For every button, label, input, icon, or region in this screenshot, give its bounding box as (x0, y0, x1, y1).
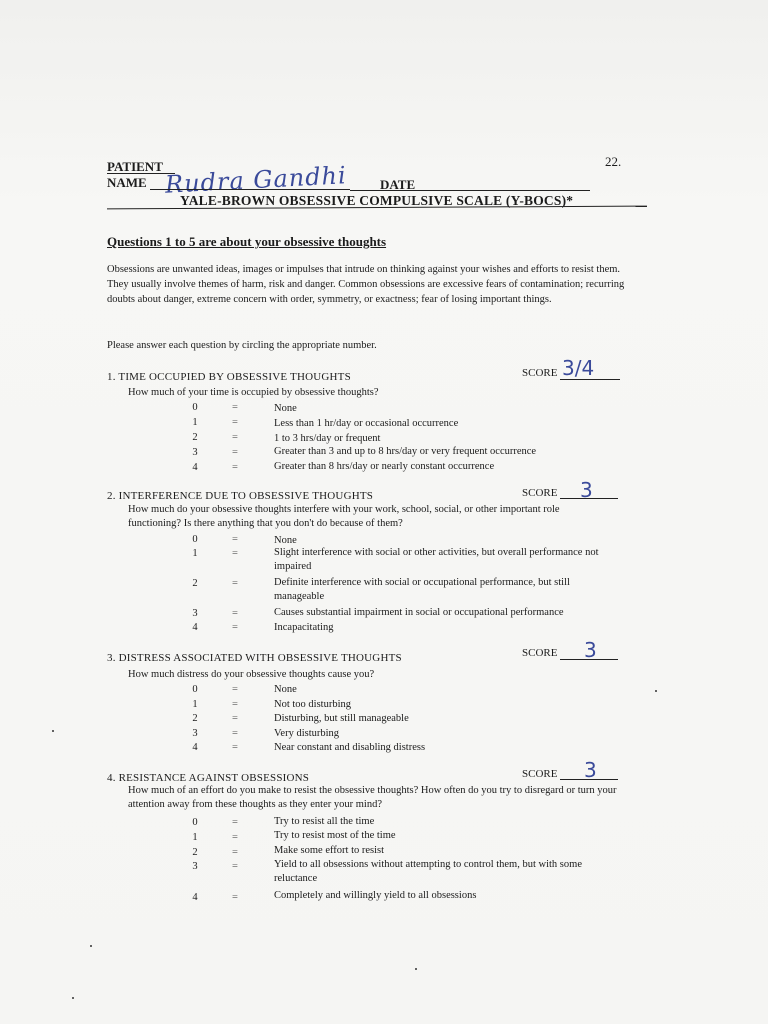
patient-name-handwritten: Rudra Gandhi (164, 161, 348, 199)
option-number[interactable]: 1 (192, 832, 198, 843)
option-equals: = (232, 742, 238, 753)
option-equals: = (232, 462, 238, 473)
option-number[interactable]: 3 (192, 447, 198, 458)
page-number: 22. (605, 154, 622, 169)
option-number[interactable]: 0 (192, 684, 198, 695)
option-text: Try to resist most of the time (274, 830, 396, 841)
option-text: Completely and willingly yield to all obsessions (274, 890, 477, 901)
option-equals: = (232, 402, 238, 413)
option-number[interactable]: 2 (192, 713, 198, 724)
option-equals: = (232, 417, 238, 428)
option-equals: = (232, 817, 238, 828)
option-equals: = (232, 832, 238, 843)
option-equals: = (232, 847, 238, 858)
score-label: SCORE (522, 367, 558, 379)
score-line (560, 379, 620, 380)
patient-label: PATIENT (107, 159, 163, 174)
option-number[interactable]: 2 (192, 847, 198, 858)
option-text: None (274, 403, 297, 414)
option-text: 1 to 3 hrs/day or frequent (274, 433, 381, 444)
option-number[interactable]: 0 (192, 817, 198, 828)
option-equals: = (232, 892, 238, 903)
option-number[interactable]: 4 (192, 462, 198, 473)
scan-speck (655, 690, 657, 692)
option-text: Yield to all obsessions without attempting to control them, but with some reluctance (274, 859, 582, 884)
name-label: NAME (107, 175, 147, 190)
instructions: Please answer each question by circling the appropriate number. (107, 340, 377, 351)
option-equals: = (232, 861, 238, 872)
question-title: 2. INTERFERENCE DUE TO OBSESSIVE THOUGHTS (107, 490, 374, 502)
option-text: None (274, 684, 297, 695)
date-label: DATE (380, 177, 416, 192)
option-number[interactable]: 2 (192, 432, 198, 443)
option-number[interactable]: 0 (192, 534, 198, 545)
option-text: Greater than 8 hrs/day or nearly constant occurrence (274, 461, 495, 472)
score-label: SCORE (522, 647, 558, 659)
date-line (350, 190, 590, 191)
score-label: SCORE (522, 487, 558, 499)
question-prompt: How much of an effort do you make to resist the obsessive thoughts? How often do you try to disregard or turn your attention away from these thoughts as they enter your mind? (128, 785, 617, 810)
score-value: 3 (580, 478, 593, 502)
scan-speck (72, 997, 74, 999)
section-heading: Questions 1 to 5 are about your obsessive thoughts (107, 234, 387, 249)
score-value: 3 (584, 758, 597, 782)
score-value: 3/4 (562, 356, 595, 380)
option-text: Near constant and disabling distress (274, 742, 426, 753)
option-equals: = (232, 728, 238, 739)
score-line (560, 779, 618, 780)
option-number[interactable]: 1 (192, 417, 198, 428)
scan-speck (90, 945, 92, 947)
option-number[interactable]: 3 (192, 608, 198, 619)
option-text: Slight interference with social or other activities, but overall performance not impaired (274, 547, 599, 572)
option-equals: = (232, 684, 238, 695)
option-text: Incapacitating (274, 622, 334, 633)
option-number[interactable]: 3 (192, 728, 198, 739)
option-equals: = (232, 699, 238, 710)
option-equals: = (232, 578, 238, 589)
option-number[interactable]: 1 (192, 548, 198, 559)
option-number[interactable]: 1 (192, 699, 198, 710)
score-line (560, 659, 618, 660)
option-text: Definite interference with social or occupational performance, but still manageable (274, 577, 570, 602)
option-number[interactable]: 4 (192, 892, 198, 903)
option-equals: = (232, 534, 238, 545)
option-text: Greater than 3 and up to 8 hrs/day or very frequent occurrence (274, 446, 537, 457)
question-title: 1. TIME OCCUPIED BY OBSESSIVE THOUGHTS (107, 371, 351, 383)
question-title: 3. DISTRESS ASSOCIATED WITH OBSESSIVE THOUGHTS (107, 652, 402, 664)
score-label: SCORE (522, 768, 558, 780)
option-equals: = (232, 447, 238, 458)
option-equals: = (232, 608, 238, 619)
option-number[interactable]: 0 (192, 402, 198, 413)
form-title: YALE-BROWN OBSESSIVE COMPULSIVE SCALE (Y-BOCS)* (180, 193, 574, 208)
option-equals: = (232, 432, 238, 443)
question-prompt: How much of your time is occupied by obsessive thoughts? (128, 387, 379, 398)
option-text: Disturbing, but still manageable (274, 713, 409, 724)
score-line (560, 498, 618, 499)
option-equals: = (232, 622, 238, 633)
option-text: None (274, 535, 297, 546)
option-text: Not too disturbing (274, 699, 352, 710)
option-text: Very disturbing (274, 728, 340, 739)
option-number[interactable]: 4 (192, 742, 198, 753)
score-value: 3 (584, 638, 597, 662)
option-text: Make some effort to resist (274, 845, 385, 856)
question-prompt: How much do your obsessive thoughts interfere with your work, school, social, or other important role functioning? Is there anything that you don't do because of them? (128, 504, 560, 529)
option-text: Less than 1 hr/day or occasional occurrence (274, 418, 459, 429)
option-text: Causes substantial impairment in social or occupational performance (274, 607, 564, 618)
question-title: 4. RESISTANCE AGAINST OBSESSIONS (107, 772, 310, 784)
option-number[interactable]: 2 (192, 578, 198, 589)
option-text: Try to resist all the time (274, 816, 375, 827)
option-number[interactable]: 3 (192, 861, 198, 872)
name-line (150, 189, 350, 190)
scan-speck (415, 968, 417, 970)
intro-paragraph: Obsessions are unwanted ideas, images or impulses that intrude on thinking against your wishes and efforts to resist them. They usually involve themes of harm, risk and danger. Common obsessions are excessive fears of contamination; recurring doubts about danger, extreme concern with order, symmetry, or exactness; fear of losing important things. (107, 264, 625, 305)
option-equals: = (232, 548, 238, 559)
option-equals: = (232, 713, 238, 724)
scan-speck (52, 730, 54, 732)
question-prompt: How much distress do your obsessive thoughts cause you? (128, 669, 375, 680)
option-number[interactable]: 4 (192, 622, 198, 633)
